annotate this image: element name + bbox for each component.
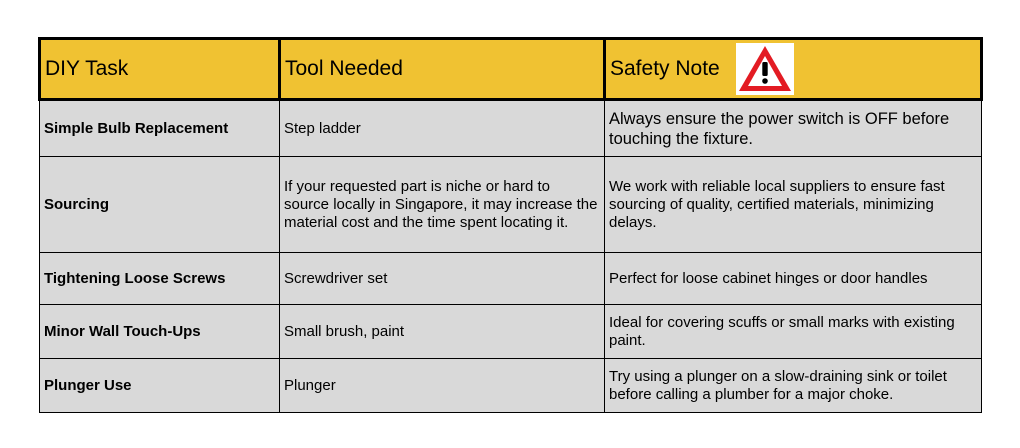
cell-tool: Step ladder (280, 100, 605, 157)
cell-safety: Try using a plunger on a slow-draining sink or toilet before calling a plumber for a major choke. (605, 359, 982, 413)
header-safety-note-label: Safety Note (610, 57, 720, 80)
cell-task: Tightening Loose Screws (40, 253, 280, 305)
header-safety-note (605, 39, 982, 100)
table-row (40, 359, 982, 413)
cell-task: Plunger Use (40, 359, 280, 413)
cell-task: Sourcing (40, 157, 280, 253)
cell-safety: Perfect for loose cabinet hinges or door handles (605, 253, 982, 305)
cell-tool: Plunger (280, 359, 605, 413)
table-row (40, 253, 982, 305)
cell-task: Simple Bulb Replacement (40, 100, 280, 157)
cell-safety: We work with reliable local suppliers to ensure fast sourcing of quality, certified materials, minimizing delays. (605, 157, 982, 253)
header-diy-task (40, 39, 280, 100)
header-diy-task-label: DIY Task (45, 57, 129, 80)
table-row (40, 157, 982, 253)
cell-tool: If your requested part is niche or hard to source locally in Singapore, it may increase the material cost and the time spent locating it. (280, 157, 605, 253)
table-row (40, 305, 982, 359)
header-tool-needed (280, 39, 605, 100)
diy-table-container (38, 37, 983, 413)
warning-triangle-icon (736, 43, 794, 95)
cell-tool: Small brush, paint (280, 305, 605, 359)
header-tool-needed-label: Tool Needed (285, 57, 403, 80)
table-row (40, 100, 982, 157)
diy-task-table (38, 37, 983, 413)
cell-tool: Screwdriver set (280, 253, 605, 305)
cell-safety: Always ensure the power switch is OFF before touching the fixture. (605, 100, 982, 157)
cell-safety: Ideal for covering scuffs or small marks with existing paint. (605, 305, 982, 359)
table-header-row (40, 39, 982, 100)
cell-task: Minor Wall Touch-Ups (40, 305, 280, 359)
